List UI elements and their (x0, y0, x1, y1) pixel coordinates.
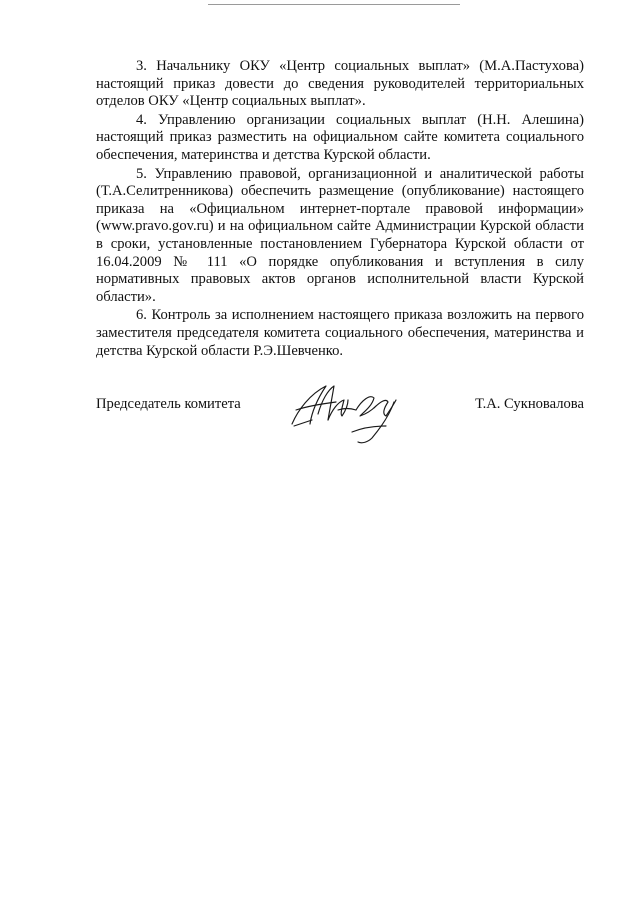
paragraph-4: 4. Управлению организации социальных выплат (Н.Н. Алешина) настоящий приказ разместить на официальном сайте комитета социального обеспечения, материнства и детства Курской области. (96, 111, 584, 163)
page-top-rule (208, 4, 460, 5)
paragraph-5: 5. Управлению правовой, организационной и аналитической работы (Т.А.Селитренникова) обеспечить размещение (опубликование) настоящего приказа на «Официальном интернет-портале правовой информации» (www.pravo.gov.ru) и на официальном сайте Администрации Курской области в сроки, установленные постановлением Губернатора Курской области от 16.04.2009 № 111 «О порядке опубликования и вступления в силу нормативных правовых актов органов исполнительной власти Курской области». (96, 165, 584, 305)
paragraph-3: 3. Начальнику ОКУ «Центр социальных выплат» (М.А.Пастухова) настоящий приказ довести до сведения руководителей территориальных отделов ОКУ «Центр социальных выплат». (96, 58, 584, 110)
handwritten-signature (282, 380, 408, 446)
signature-block (96, 392, 584, 442)
signatory-name: Т.А. Сукновалова (475, 396, 584, 412)
paragraph-6: 6. Контроль за исполнением настоящего приказа возложить на первого заместителя председателя комитета социального обеспечения, материнства и детства Курской области Р.Э.Шевченко. (96, 307, 584, 359)
signatory-title: Председатель комитета (96, 396, 241, 412)
document-body (96, 58, 584, 360)
